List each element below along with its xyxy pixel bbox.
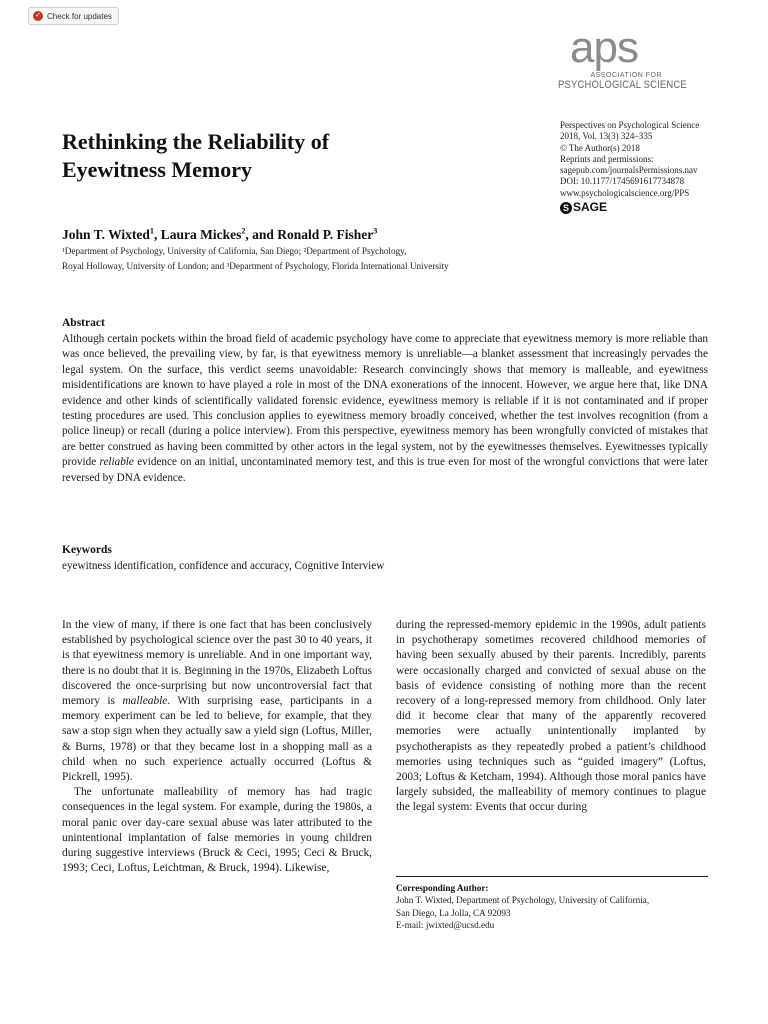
abstract-emphasis: reliable <box>99 456 134 469</box>
author-name: Ronald P. Fisher <box>277 227 374 242</box>
abstract-heading: Abstract <box>62 317 105 329</box>
permissions-link[interactable]: sagepub.com/journalsPermissions.nav <box>560 165 698 176</box>
author-affiliation-mark: 2 <box>241 226 246 236</box>
author-separator: , <box>153 227 161 242</box>
author-affiliation-mark: 3 <box>373 226 378 236</box>
sage-logo <box>560 202 760 214</box>
body-column-left <box>62 618 372 876</box>
author-list <box>62 227 377 243</box>
corresponding-author-line: San Diego, La Jolla, CA 92093 <box>396 907 511 918</box>
abstract-text-part-1: Although certain pockets within the broad field of academic psychology have come to appreciate that eyewitness memory is more reliable than was once believed, the prevailing view, by far, is that eyewitness memory is unreliable—a blanket assessment that increasingly pervades the legal system. On the surface, this verdict seems unavoidable: Research convincingly shows that memory is malleable, and eyewitness misidentifications are known to have played a role in most of the DNA exonerations of the innocent. However, we argue here that, like DNA evidence and other kinds of scientifically validated forensic evidence, eyewitness memory is reliable if it is not contaminated and if proper testing procedures are used. This conclusion applies to eyewitness memory broadly conceived, whether the test involves recognition (from a police lineup) or recall (during a police interview). From this perspective, eyewitness memory has been wrongfully convicted of mistakes that are better construed as having been committed by other actors in the legal system, not by the eyewitnesses themselves. Eyewitnesses typically provide <box>62 333 708 469</box>
body-paragraph <box>62 618 372 785</box>
title-line-1: Rethinking the Reliability of <box>62 129 330 154</box>
paragraph-text: In the view of many, if there is one fact that has been conclusively established by psychological science over the past 30 to 40 years, it is that eyewitness memory is unreliable. And in one important way, there is no doubt that it is. Beginning in the 1970s, Elizabeth Loftus discovered the once-surprising but now uncontroversial fact that memory is <box>62 619 372 708</box>
abstract-text-part-2: evidence on an initial, uncontaminated memory test, and this is true even for most of the wrongful convictions that were later reversed by DNA evidence. <box>62 456 708 484</box>
sage-logo-text: SAGE <box>573 200 608 215</box>
journal-meta <box>560 120 760 214</box>
author-separator: , and <box>245 227 278 242</box>
corresponding-author-email[interactable]: E-mail: jwixted@ucsd.edu <box>396 919 495 930</box>
body-paragraph: The unfortunate malleability of memory has had tragic consequences in the legal system. For example, during the 1980s, a moral panic over day-care sexual abuse was later attributed to the unintentional implantation of false memories in young children during suggestive interviews (Bruck & Ceci, 1995; Ceci & Bruck, 1993; Ceci, Loftus, Leichtman, & Bruck, 1994). Likewise, <box>62 786 372 875</box>
copyright: © The Author(s) 2018 <box>560 142 640 153</box>
aps-logo-word: aps <box>570 23 638 72</box>
keywords-heading: Keywords <box>62 544 112 556</box>
corresponding-author <box>396 882 716 931</box>
check-for-updates-label: Check for updates <box>47 11 112 21</box>
journal-volume: 2018, Vol. 13(3) 324–335 <box>560 131 653 142</box>
article-title <box>62 128 502 184</box>
title-line-2: Eyewitness Memory <box>62 157 253 182</box>
aps-logo-name: PSYCHOLOGICAL SCIENCE <box>558 79 687 91</box>
aps-logo <box>558 23 687 91</box>
keywords-text: eyewitness identification, confidence and accuracy, Cognitive Interview <box>62 560 385 572</box>
author-affiliation-mark: 1 <box>149 226 154 236</box>
journal-website-link[interactable]: www.psychologicalscience.org/PPS <box>560 187 690 198</box>
author-name: Laura Mickes <box>160 227 242 242</box>
paragraph-text: . With surprising ease, participants in a memory experiment can be led to believe, for example, that they saw a stop sign when they actually saw a yield sign (Loftus, Miller, & Burns, 1978) or that they became lost in a shopping mall as a child when no such experience actually occurred (Loftus & Pickrell, 1995). <box>62 695 372 784</box>
reprints-label: Reprints and permissions: <box>560 153 654 164</box>
corresponding-author-line: John T. Wixted, Department of Psychology, University of California, <box>396 895 650 906</box>
emphasis-text: malleable <box>122 695 168 708</box>
corresponding-author-heading: Corresponding Author: <box>396 883 489 893</box>
abstract-text <box>62 332 708 486</box>
doi[interactable]: DOI: 10.1177/1745691617734878 <box>560 176 685 187</box>
affiliation-line-1: ¹Department of Psychology, University of California, San Diego; ²Department of Psychology, <box>62 246 407 256</box>
affiliation-line-2: Royal Holloway, University of London; and ³Department of Psychology, Florida International University <box>62 261 449 271</box>
body-column-right <box>396 618 706 816</box>
body-paragraph: during the repressed-memory epidemic in the 1990s, adult patients in psychotherapy sometimes recovered childhood memories of having been sexually abused by their parents. Incredibly, parents were occasionally charged and convicted of sexual abuse on the basis of evidence consisting of nothing more than the recent recovery of a long-repressed memory from childhood. Only later did it become clear that many of the apparently recovered memories were actually unintentionally implanted by psychotherapists as they repeatedly probed a patient’s childhood memories using techniques such as “guided imagery” (Loftus, 2003; Loftus & Ketcham, 1994). Although those moral panics have largely subsided, the malleability of memory continues to plague the legal system: Events that occur during <box>396 619 706 814</box>
update-icon: ✓ <box>33 11 43 21</box>
author-name: John T. Wixted <box>62 227 150 242</box>
affiliations <box>62 244 582 274</box>
sage-mark-icon: S <box>560 202 572 214</box>
footnote-divider <box>396 876 708 877</box>
check-for-updates-badge[interactable] <box>28 7 119 25</box>
journal-name: Perspectives on Psychological Science <box>560 120 700 130</box>
aps-logo-subtitle: ASSOCIATION FOR <box>590 72 662 79</box>
